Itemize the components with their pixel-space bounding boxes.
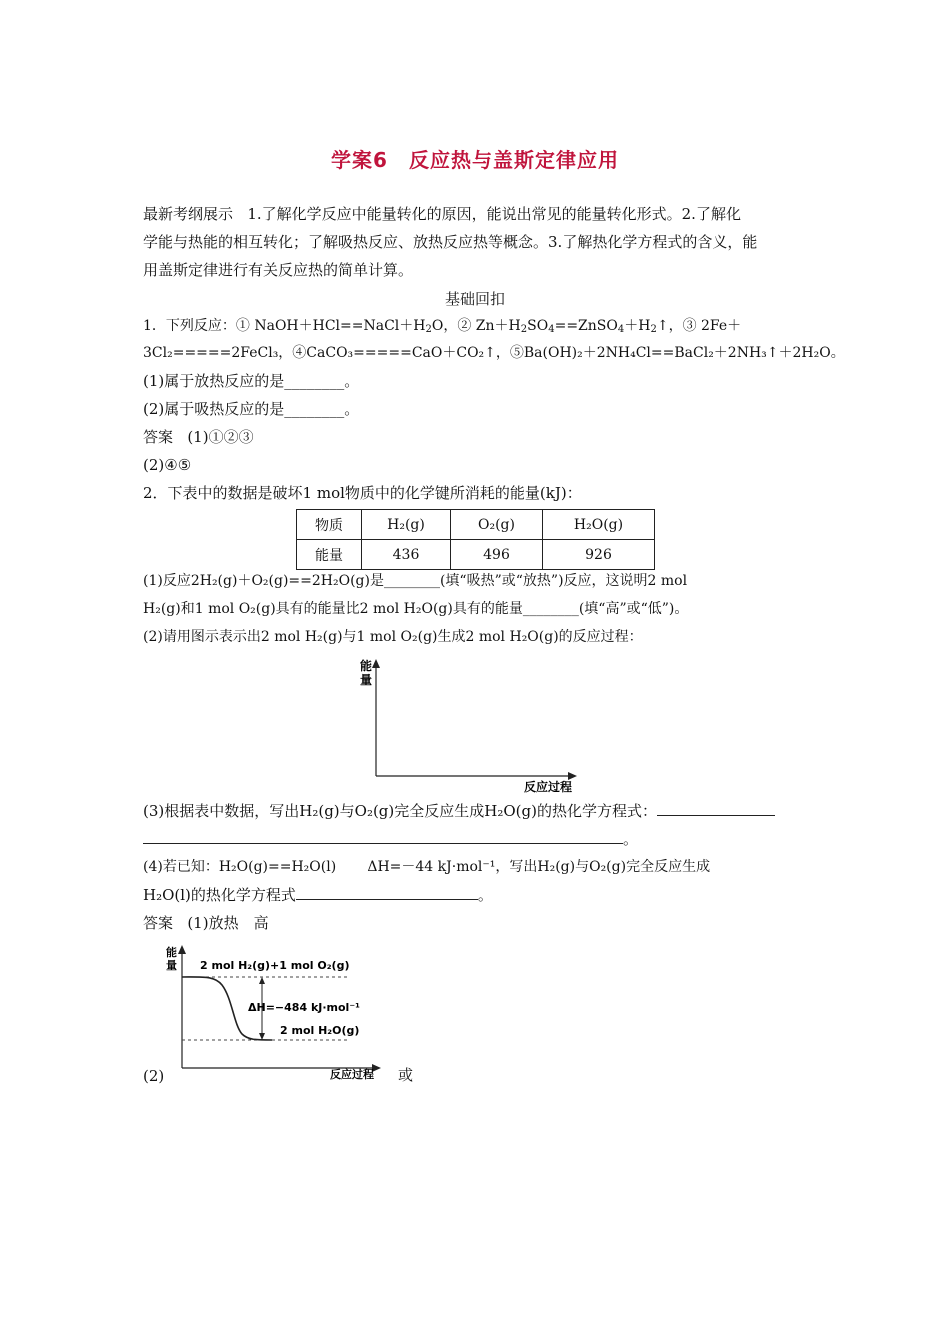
y-axis-label-2: 量 xyxy=(166,959,177,972)
q1-text-c: SO xyxy=(527,318,549,334)
q2-part1-line2: H₂(g)和1 mol O₂(g)具有的能量比2 mol H₂O(g)具有的能量________(填“高”或“低”)。 xyxy=(143,601,689,617)
answer-blank xyxy=(657,801,775,816)
q1-answer xyxy=(143,427,254,447)
q1-text-e: ＋H xyxy=(624,318,651,334)
delta-h-label: ΔH=−484 kJ·mol⁻¹ xyxy=(248,1001,360,1014)
answer-blank xyxy=(296,885,478,900)
q2-answer-label: 答案 xyxy=(143,914,174,932)
or-text: 或 xyxy=(398,1066,414,1084)
outline-text-1: 1.了解化学反应中能量转化的原因，能说出常见的能量转化形式。2.了解化 xyxy=(247,205,741,223)
q2-intro: 2．下表中的数据是破坏1 mol物质中的化学键所消耗的能量(kJ)： xyxy=(143,484,582,502)
q2-part3-line1 xyxy=(143,801,775,821)
y-axis-arrow-icon xyxy=(372,659,380,668)
section-heading: 基础回扣 xyxy=(444,290,505,308)
y-axis-label-2: 量 xyxy=(360,673,373,687)
q2-part1-line1: (1)反应2H₂(g)＋O₂(g)==2H₂O(g)是________(填“吸热”或“放热”)反应，这说明2 mol xyxy=(143,573,688,589)
q1-text-a: 1．下列反应：① NaOH＋HCl==NaCl＋H xyxy=(143,318,426,334)
q1-answer-2: (2)④⑤ xyxy=(143,456,192,474)
outline-line-2: 学能与热能的相互转化；了解吸热反应、放热反应热等概念。3.了解热化学方程式的含义，能 xyxy=(143,233,758,251)
page-title: 学案6 反应热与盖斯定律应用 xyxy=(331,148,619,172)
q1-part-1: (1)属于放热反应的是________。 xyxy=(143,372,360,390)
q2-part4-text-c: H₂O(l)的热化学方程式 xyxy=(143,886,296,904)
table-header-cell: 物质 xyxy=(297,510,362,540)
q1-line-1: 1．下列反应：① $NaOH+HCl==NaCl+H_2O$，② $Zn+H_2SO_4==ZnSO_4+H_2↑$，③ 2Fe＋ xyxy=(143,318,742,335)
q1-answer-label: 答案 xyxy=(143,428,174,446)
table-row xyxy=(297,540,655,570)
y-axis-label-1: 能 xyxy=(166,946,177,959)
outline-line-3: 用盖斯定律进行有关反应热的简单计算。 xyxy=(143,261,414,279)
table-header-cell: O₂(g) xyxy=(451,510,543,540)
q2-part4-end: 。 xyxy=(477,886,493,904)
products-label: 2 mol H₂O(g) xyxy=(280,1024,360,1037)
reactants-label: 2 mol H₂(g)+1 mol O₂(g) xyxy=(200,959,350,972)
table-cell: 436 xyxy=(362,540,451,570)
bond-energy-table xyxy=(296,509,655,570)
q2-answer xyxy=(143,913,269,933)
table-row xyxy=(297,510,655,540)
table-cell: 496 xyxy=(451,540,543,570)
y-axis-arrow-icon xyxy=(178,945,186,954)
table-header-cell: H₂(g) xyxy=(362,510,451,540)
table-header-cell: H₂O(g) xyxy=(543,510,655,540)
q2-answer-2-label: (2) xyxy=(143,1067,165,1085)
q1-answer-1: (1)①②③ xyxy=(187,428,254,446)
q2-part4-line1 xyxy=(143,857,710,877)
table-cell: 926 xyxy=(543,540,655,570)
answer-blank xyxy=(143,829,623,844)
q2-part2: (2)请用图示表示出2 mol H₂(g)与1 mol O₂(g)生成2 mol H₂O(g)的反应过程： xyxy=(143,629,643,645)
x-axis-label: 反应过程 xyxy=(524,780,573,794)
q1-line-2: 3Cl₂=====2FeCl₃，④CaCO₃=====CaO＋CO₂↑，⑤Ba(OH)₂＋2NH₄Cl==BaCl₂＋2NH₃↑＋2H₂O。 xyxy=(143,345,845,361)
outline-label: 最新考纲展示 xyxy=(143,205,234,223)
outline-line-1 xyxy=(143,204,810,224)
q2-part4-text-a: (4)若已知：H₂O(g)==H₂O(l) xyxy=(143,859,337,875)
blank-energy-axes xyxy=(350,655,590,795)
q2-part3-text: (3)根据表中数据，写出H₂(g)与O₂(g)完全反应生成H₂O(g)的热化学方程式： xyxy=(143,802,657,820)
table-cell: 能量 xyxy=(297,540,362,570)
q2-part3-end: 。 xyxy=(623,830,639,848)
q1-text-b: O，② Zn＋H xyxy=(431,318,521,334)
delta-h-arrow-up-icon xyxy=(259,977,265,984)
q1-text-d: ==ZnSO xyxy=(554,318,618,334)
q2-answer-1: (1)放热 高 xyxy=(187,914,269,932)
q2-part4-text-b: ΔH=－44 kJ·mol⁻¹，写出H₂(g)与O₂(g)完全反应生成 xyxy=(367,859,711,875)
q2-part3-line2 xyxy=(143,829,638,849)
delta-h-arrow-down-icon xyxy=(259,1033,265,1040)
y-axis-label-1: 能 xyxy=(360,659,373,673)
x-axis-label: 反应过程 xyxy=(330,1068,374,1080)
q1-part-2: (2)属于吸热反应的是________。 xyxy=(143,400,360,418)
q2-part4-line2 xyxy=(143,885,493,905)
x-axis-arrow-icon xyxy=(568,772,577,780)
q1-text-f: ↑，③ 2Fe＋ xyxy=(656,318,742,334)
answer-energy-diagram xyxy=(160,940,390,1080)
